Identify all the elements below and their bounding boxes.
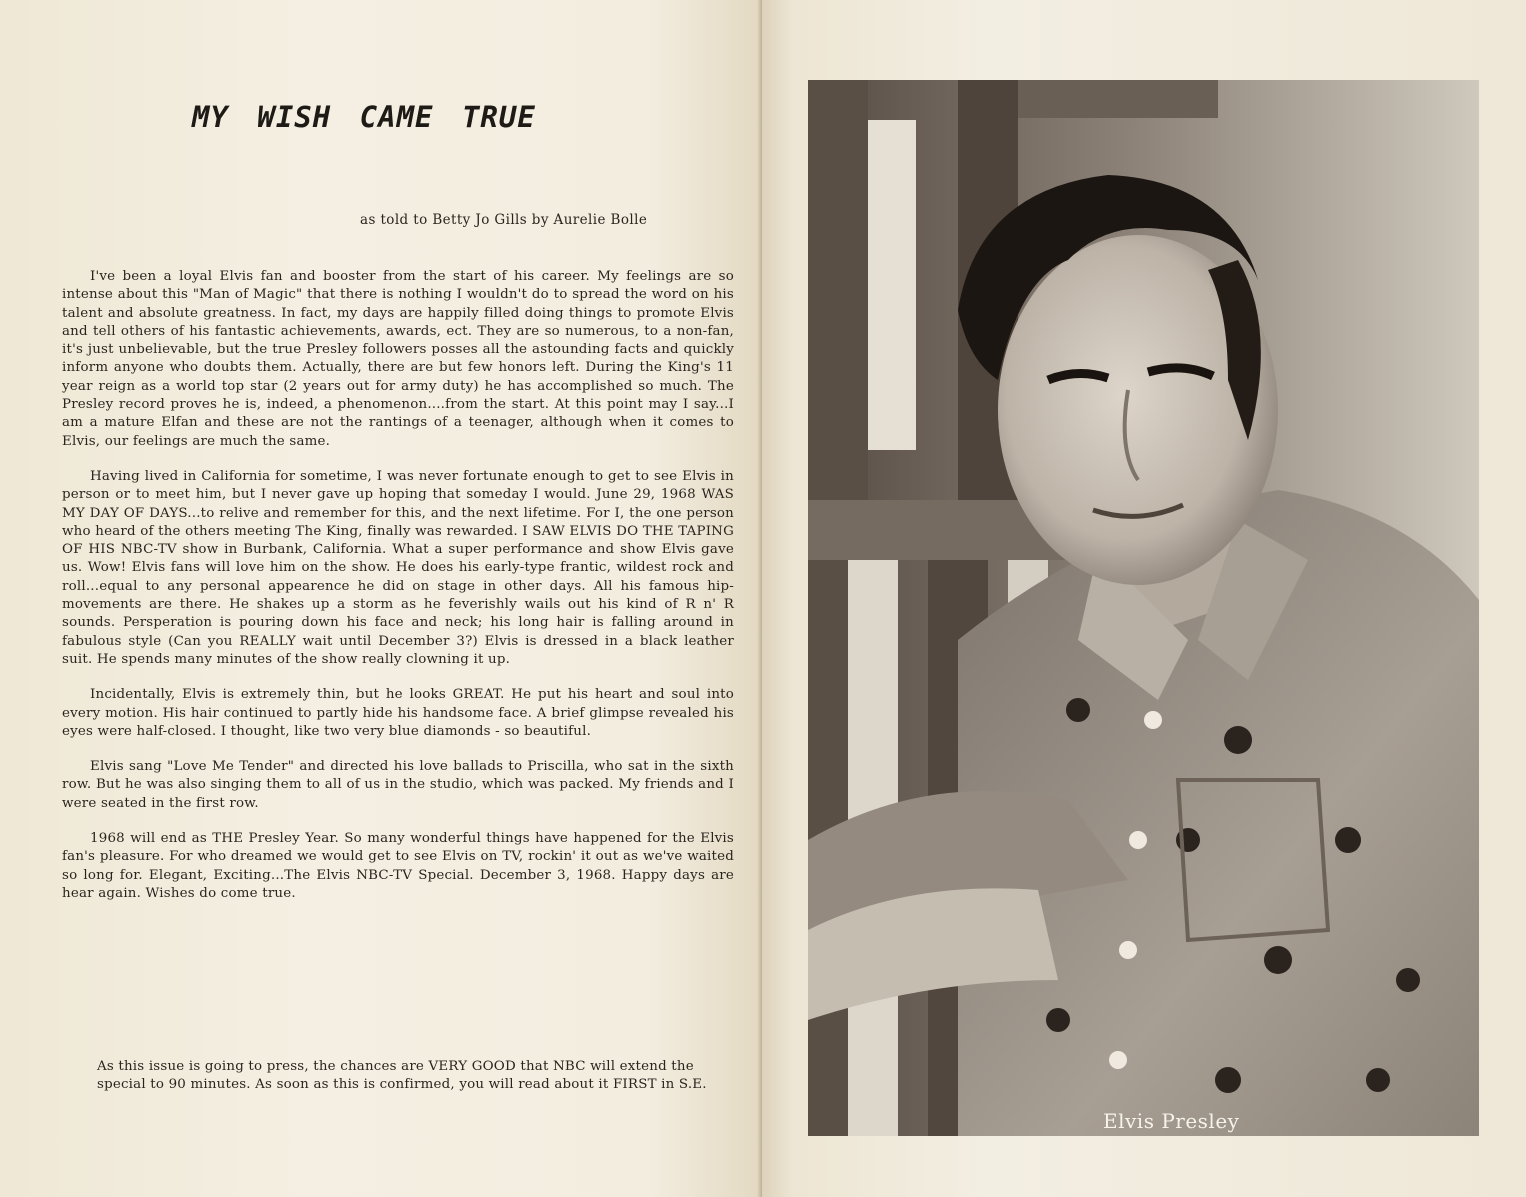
photo-caption: Elvis Presley <box>1103 1109 1240 1133</box>
article-paragraph: Having lived in California for sometime, I was never fortunate enough to get to see Elvis in person or to meet him, but I never gave up hoping that someday I would. June 29, 1968 WAS MY DAY OF DAYS...to relive and remember for this, and the next lifetime. For I, the one person who heard of the others meeting The King, finally was rewarded. I SAW ELVIS DO THE TAPING OF HIS NBC-TV show in Burbank, California. What a super performance and show Elvis gave us. Wow! Elvis fans will love him on the show. He does his early-type frantic, wildest rock and roll...equal to any personal appearence he did on stage in other days. All his famous hip-movements are there. He shakes up a storm as he feverishly wails out his kind of R n' R sounds. Persperation is pouring down his face and neck; his long hair is falling around in fabulous style (Can you REALLY wait until December 3?) Elvis is dressed in a black leather suit. He spends many minutes of the show really clowning it up. <box>62 468 734 667</box>
portrait-photo <box>808 80 1479 1136</box>
article-title: MY WISH CAME TRUE <box>192 100 536 134</box>
left-page <box>0 0 762 1197</box>
article-paragraph: Elvis sang "Love Me Tender" and directed his love ballads to Priscilla, who sat in the sixth row. But he was also singing them to all of us in the studio, which was packed. My friends and I were seated in the first row. <box>62 759 734 811</box>
article-body <box>62 268 734 920</box>
press-note: As this issue is going to press, the chances are VERY GOOD that NBC will extend the special to 90 minutes. As soon as this is confirmed, you will read about it FIRST in S.E. <box>97 1059 707 1093</box>
article-paragraph: I've been a loyal Elvis fan and booster from the start of his career. My feelings are so intense about this "Man of Magic" that there is nothing I wouldn't do to spread the word on his talent and absolute greatness. In fact, my days are happily filled doing things to promote Elvis and tell others of his fantastic achievements, awards, ect. They are so numerous, to a non-fan, it's just unbelievable, but the true Presley followers posses all the astounding facts and quickly inform anyone who doubts them. Actually, there are but few honors left. During the King's 11 year reign as a world top star (2 years out for army duty) he has accomplished so much. The Presley record proves he is, indeed, a phenomenon....from the start. At this point may I say...I am a mature Elfan and these are not the rantings of a teenager, although when it comes to Elvis, our feelings are much the same. <box>62 269 734 449</box>
article-paragraph: 1968 will end as THE Presley Year. So many wonderful things have happened for the Elvis fan's pleasure. For who dreamed we would get to see Elvis on TV, rockin' it out as we've waited so long for. Elegant, Exciting...The Elvis NBC-TV Special. December 3, 1968. Happy days are hear again. Wishes do come true. <box>62 831 734 901</box>
article-paragraph: Incidentally, Elvis is extremely thin, but he looks GREAT. He put his heart and soul into every motion. His hair continued to partly hide his handsome face. A brief glimpse revealed his eyes were half-closed. I thought, like two very blue diamonds - so beautiful. <box>62 687 734 739</box>
portrait-illustration <box>808 80 1479 1136</box>
article-byline: as told to Betty Jo Gills by Aurelie Bolle <box>360 212 648 228</box>
